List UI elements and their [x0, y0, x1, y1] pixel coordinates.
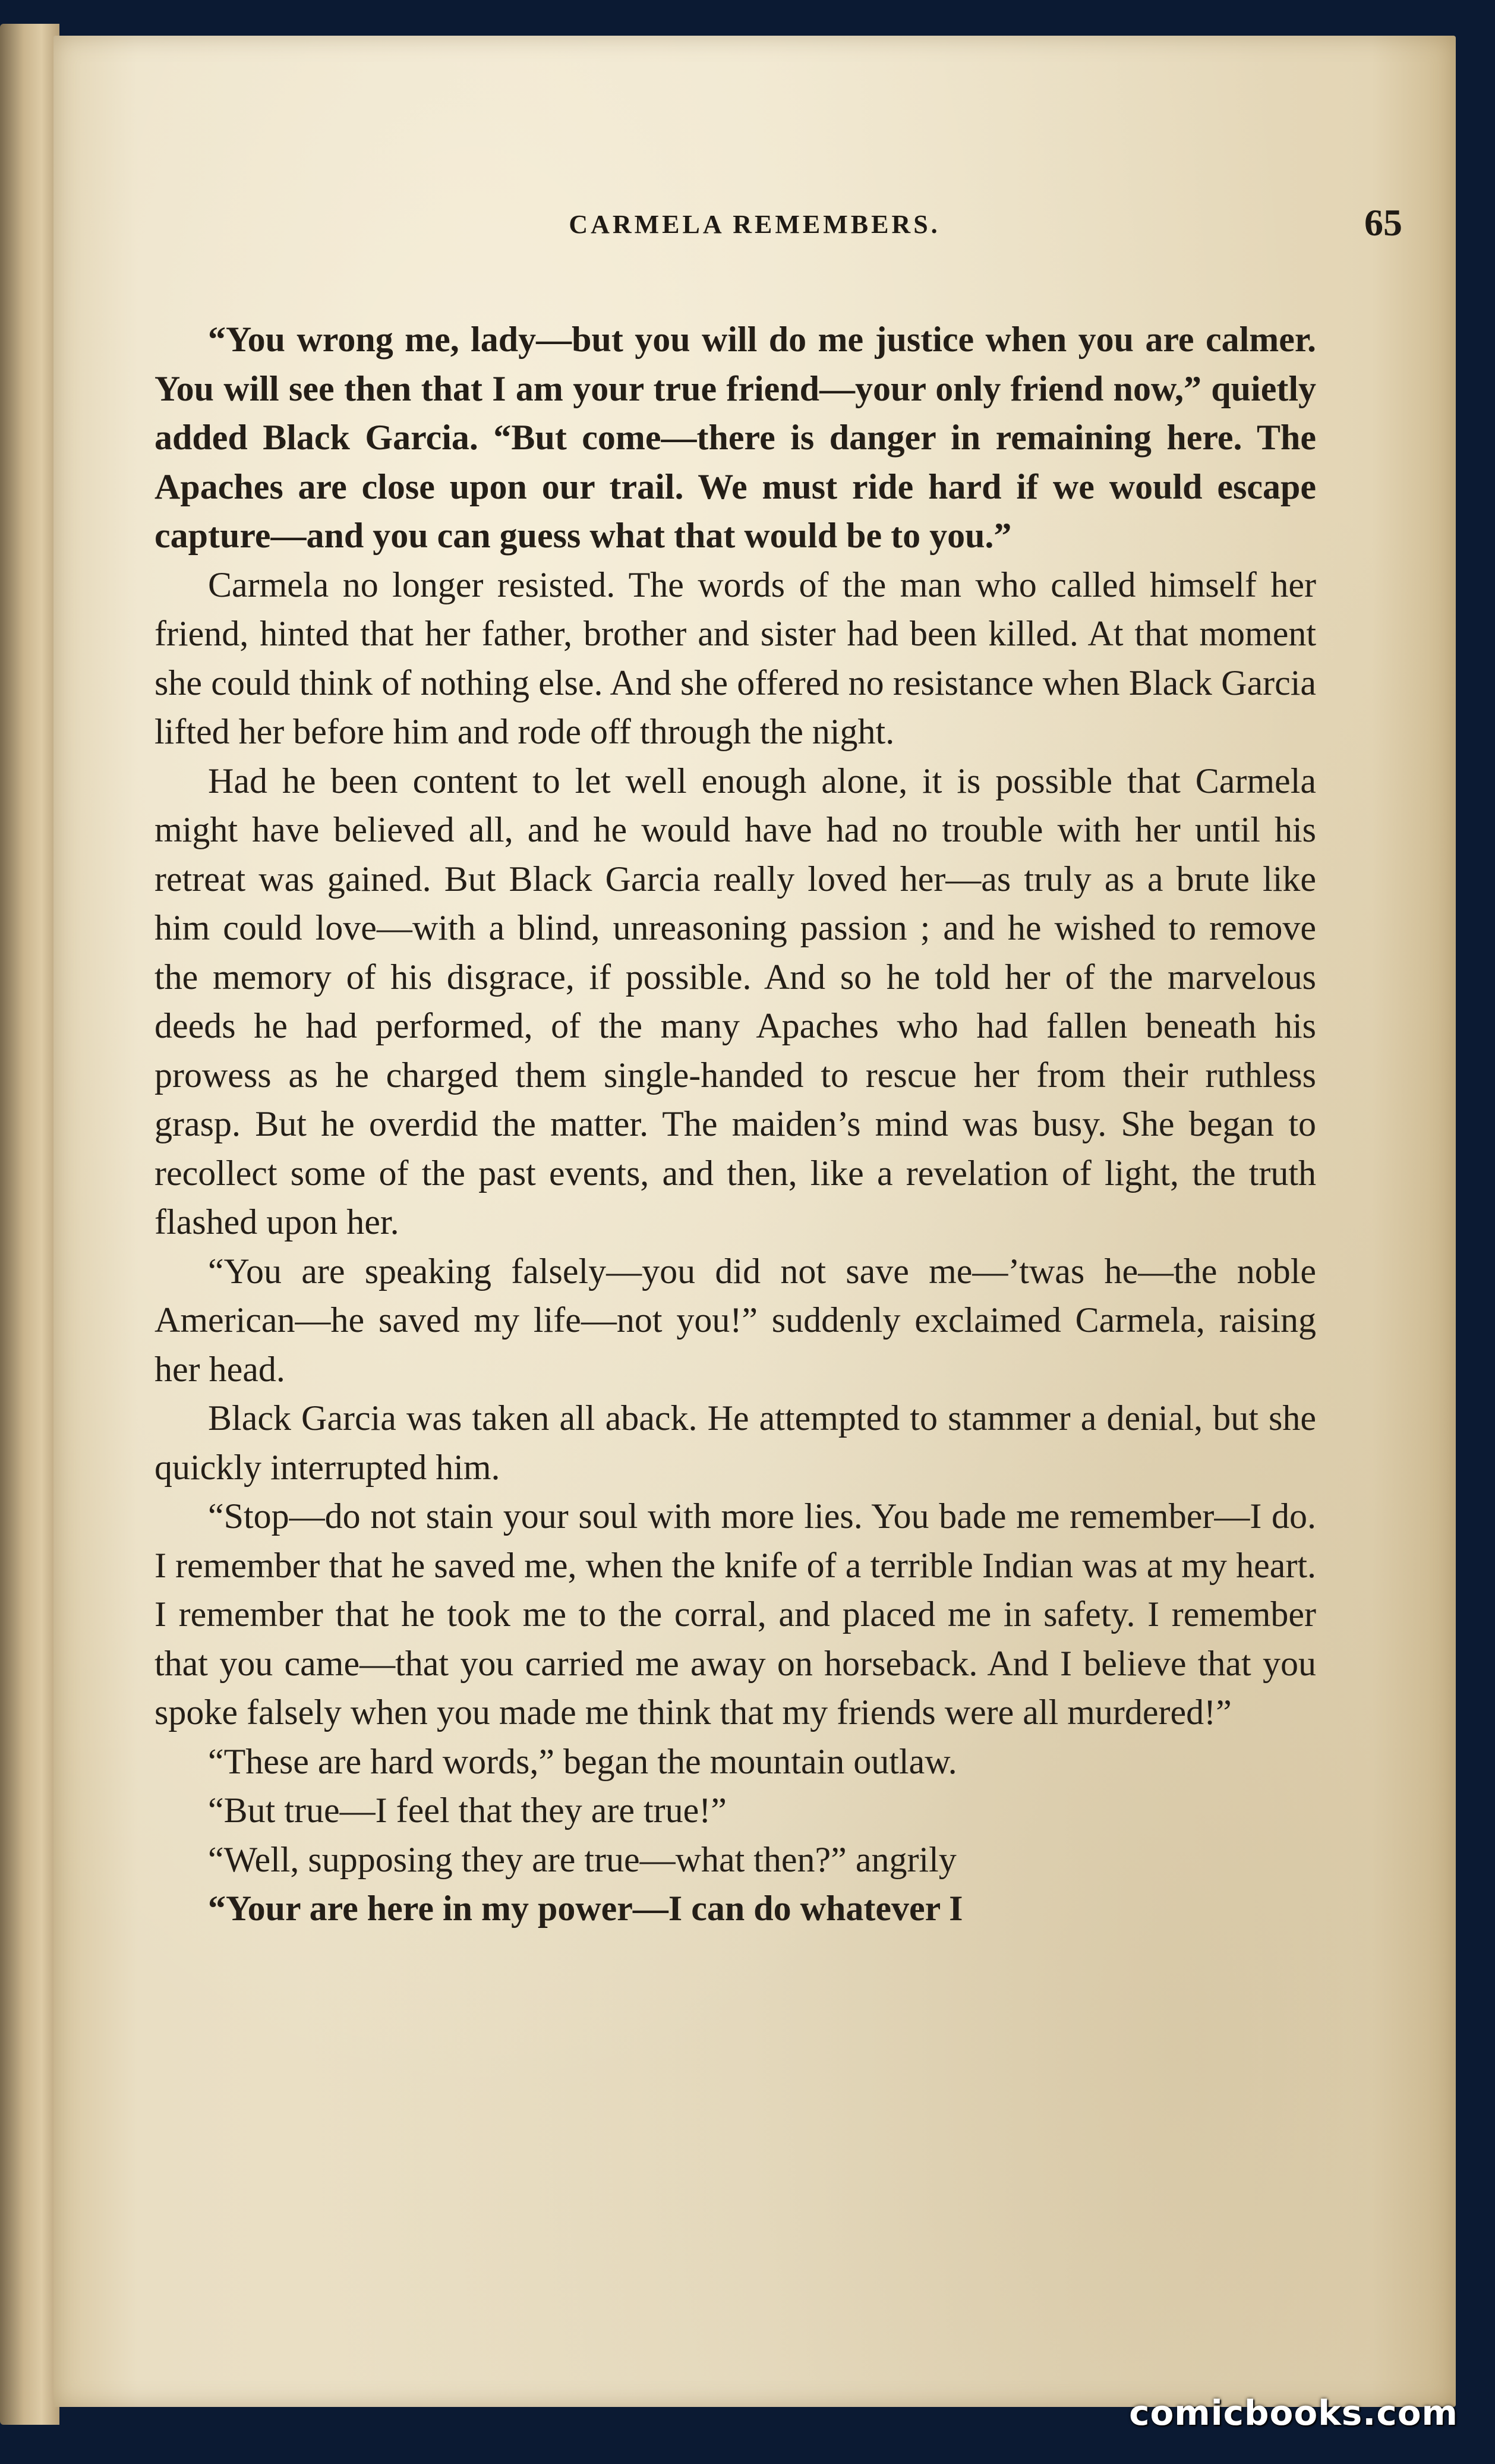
paragraph-4: “You are speaking falsely—you did not save me—’twas he—the noble American—he saved my life—not you!” suddenly exclaimed Carmela, raising her head.	[154, 1251, 1316, 1389]
page-number: 65	[1364, 201, 1402, 244]
book-spine-edge	[0, 24, 59, 2425]
paragraph-10: “Your are here in my power—I can do whatever I	[208, 1889, 963, 1928]
book-page	[53, 36, 1456, 2407]
paragraph-2: Carmela no longer resisted. The words of the man who called himself her friend, hinted that her father, brother and sister had been killed. At that moment she could think of nothing else. And she offered no resistance when Black Garcia lifted her before him and rode off through the night.	[154, 565, 1316, 751]
paragraph-6: “Stop—do not stain your soul with more lies. You bade me remember—I do. I remember that he saved me, when the knife of a terrible Indian was at my heart. I remember that he took me to the corral, and placed me in safety. I remember that you came—that you carried me away on horseback. And I believe that you spoke falsely when you made me think that my friends were all murdered!”	[154, 1496, 1316, 1732]
site-watermark: comicbooks.com	[1129, 2393, 1458, 2433]
paragraph-8: “But true—I feel that they are true!”	[208, 1791, 727, 1830]
running-title: CARMELA REMEMBERS.	[569, 210, 941, 239]
body-text	[154, 315, 1316, 1933]
paragraph-5: Black Garcia was taken all aback. He attempted to stammer a denial, but she quickly interrupted him.	[154, 1398, 1316, 1487]
paragraph-7: “These are hard words,” began the mountain outlaw.	[208, 1741, 957, 1781]
paragraph-3: Had he been content to let well enough alone, it is possible that Carmela might have believed all, and he would have had no trouble with her until his retreat was gained. But Black Garcia really loved her—as truly as a brute like him could love—with a blind, unreasoning passion ; and he wished to remove the memory of his disgrace, if possible. And so he told her of the marvelous deeds he had performed, of the many Apaches who had fallen beneath his prowess as he charged them single-handed to rescue her from their ruthless grasp. But he overdid the matter. The maiden’s mind was busy. She began to recollect some of the past events, and then, like a revelation of light, the truth flashed upon her.	[154, 761, 1316, 1242]
paragraph-1: “You wrong me, lady—but you will do me justice when you are calmer. You will see then that I am your true friend—your only friend now,” quietly added Black Garcia. “But come—there is danger in remaining here. The Apaches are close upon our trail. We must ride hard if we would escape capture—and you can guess what that would be to you.”	[154, 320, 1316, 555]
paragraph-9: “Well, supposing they are true—what then?” angrily	[208, 1839, 957, 1879]
running-head	[53, 201, 1456, 248]
